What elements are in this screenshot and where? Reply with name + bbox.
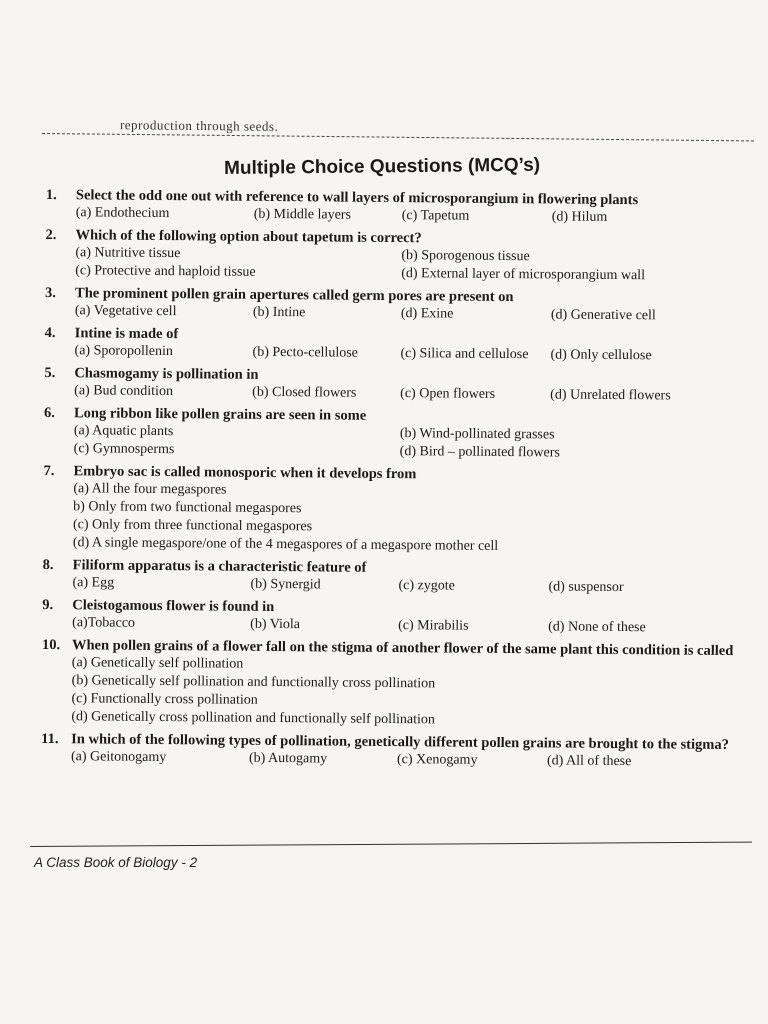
option-c: (c) Open flowers	[400, 386, 496, 402]
question-5	[44, 364, 756, 406]
option-a: (a) Bud condition	[74, 383, 174, 400]
question-9	[42, 596, 754, 638]
question-number: 4.	[44, 324, 56, 342]
option-d: (d) A single megaspore/one of the 4 megaspores of a megaspore mother cell	[72, 535, 499, 554]
option-d: (d) All of these	[546, 753, 632, 770]
option-b: (b) Genetically self pollination and functionally cross pollination	[71, 673, 436, 692]
dashed-separator	[42, 133, 754, 141]
footer-rule	[30, 842, 752, 847]
option-d: (d) Bird – pollinated flowers	[399, 444, 560, 461]
question-number: 8.	[42, 556, 54, 574]
option-d: (d) Only cellulose	[550, 347, 652, 364]
question-number: 9.	[42, 596, 54, 614]
question-6	[44, 404, 756, 464]
question-text: Long ribbon like pollen grains are seen in some	[73, 405, 367, 424]
question-number: 3.	[44, 284, 57, 302]
option-b: b) Only from two functional megaspores	[73, 499, 302, 517]
option-c: (c) Gymnosperms	[73, 441, 175, 458]
question-number: 7.	[43, 462, 55, 480]
question-number: 5.	[44, 364, 56, 382]
option-c: (c) zygote	[398, 578, 455, 594]
option-c: (c) Protective and haploid tissue	[75, 263, 256, 280]
option-c: (c) Tapetum	[401, 208, 470, 224]
option-b: (b) Middle layers	[253, 206, 352, 223]
option-b: (b) Sporogenous tissue	[401, 248, 530, 265]
question-list	[41, 186, 758, 776]
question-11	[41, 730, 753, 772]
option-a: (a) Vegetative cell	[74, 303, 177, 320]
question-number: 6.	[43, 404, 55, 422]
option-c: (d) Exine	[400, 306, 454, 322]
option-a: (a) Sporopollenin	[74, 343, 174, 360]
cut-off-previous-line: reproduction through seeds.	[119, 117, 279, 134]
question-number: 11.	[41, 730, 59, 748]
option-a: (a)Tobacco	[72, 615, 136, 631]
option-d: (d) Generative cell	[550, 307, 656, 324]
question-text: When pollen grains of a flower fall on the stigma of another flower of the same plant this condition is called	[71, 637, 734, 660]
option-b: (b) Intine	[252, 304, 306, 321]
option-b: (b) Wind-pollinated grasses	[399, 426, 555, 443]
question-number: 10.	[41, 636, 61, 654]
option-c: (c) Silica and cellulose	[400, 346, 529, 363]
option-a: (a) Genetically self pollination	[71, 655, 244, 672]
question-number: 2.	[45, 226, 57, 244]
option-b: (b) Viola	[250, 616, 301, 633]
question-text: Select the odd one out with reference to wall layers of microsporangium in flowering plants	[75, 187, 639, 209]
option-c: (c) Xenogamy	[396, 752, 478, 768]
question-2	[45, 226, 757, 286]
question-text: Chasmogamy is pollination in	[74, 365, 259, 383]
option-b: (b) Pecto-cellulose	[252, 344, 358, 361]
option-b: (b) Autogamy	[248, 750, 328, 767]
option-d: (d) Hilum	[551, 209, 608, 225]
question-3	[45, 284, 757, 326]
question-1	[46, 186, 758, 228]
option-a: (a) Geitonogamy	[70, 749, 167, 766]
option-d: (d) Genetically cross pollination and functionally self pollination	[71, 709, 435, 728]
option-d: (d) suspensor	[548, 579, 624, 596]
question-7	[43, 462, 756, 558]
question-10	[41, 636, 754, 732]
option-a: (a) Nutritive tissue	[75, 245, 181, 262]
option-a: (a) Egg	[72, 575, 115, 591]
question-text: Which of the following option about tapetum is correct?	[75, 227, 422, 247]
page-title: Multiple Choice Questions (MCQ’s)	[224, 154, 541, 179]
options	[43, 480, 756, 558]
question-text: Embryo sac is called monosporic when it develops from	[73, 463, 417, 483]
option-b: (b) Synergid	[250, 576, 321, 593]
question-text: Filiform apparatus is a characteristic feature of	[72, 557, 367, 576]
option-b: (b) Closed flowers	[252, 384, 357, 401]
option-c: (c) Only from three functional megaspores	[72, 517, 313, 535]
option-c: (c) Mirabilis	[398, 618, 469, 634]
question-text: The prominent pollen grain apertures called germ pores are present on	[74, 285, 514, 306]
question-text: Intine is made of	[74, 325, 179, 343]
option-d: (d) External layer of microsporangium wall	[401, 266, 646, 284]
question-8	[42, 556, 754, 598]
question-text: Cleistogamous flower is found in	[72, 597, 275, 616]
footer-book-title: A Class Book of Biology - 2	[34, 855, 198, 870]
question-4	[44, 324, 756, 366]
option-d: (d) None of these	[548, 619, 646, 636]
option-a: (a) All the four megaspores	[73, 481, 227, 498]
option-a: (a) Endothecium	[75, 205, 170, 222]
option-d: (d) Unrelated flowers	[550, 387, 671, 404]
option-c: (c) Functionally cross pollination	[71, 691, 258, 708]
question-number: 1.	[45, 186, 57, 204]
question-text: In which of the following types of pollination, genetically different pollen grains are brought to the stigma?	[71, 731, 729, 753]
option-a: (a) Aquatic plants	[73, 423, 174, 440]
options	[41, 654, 754, 732]
